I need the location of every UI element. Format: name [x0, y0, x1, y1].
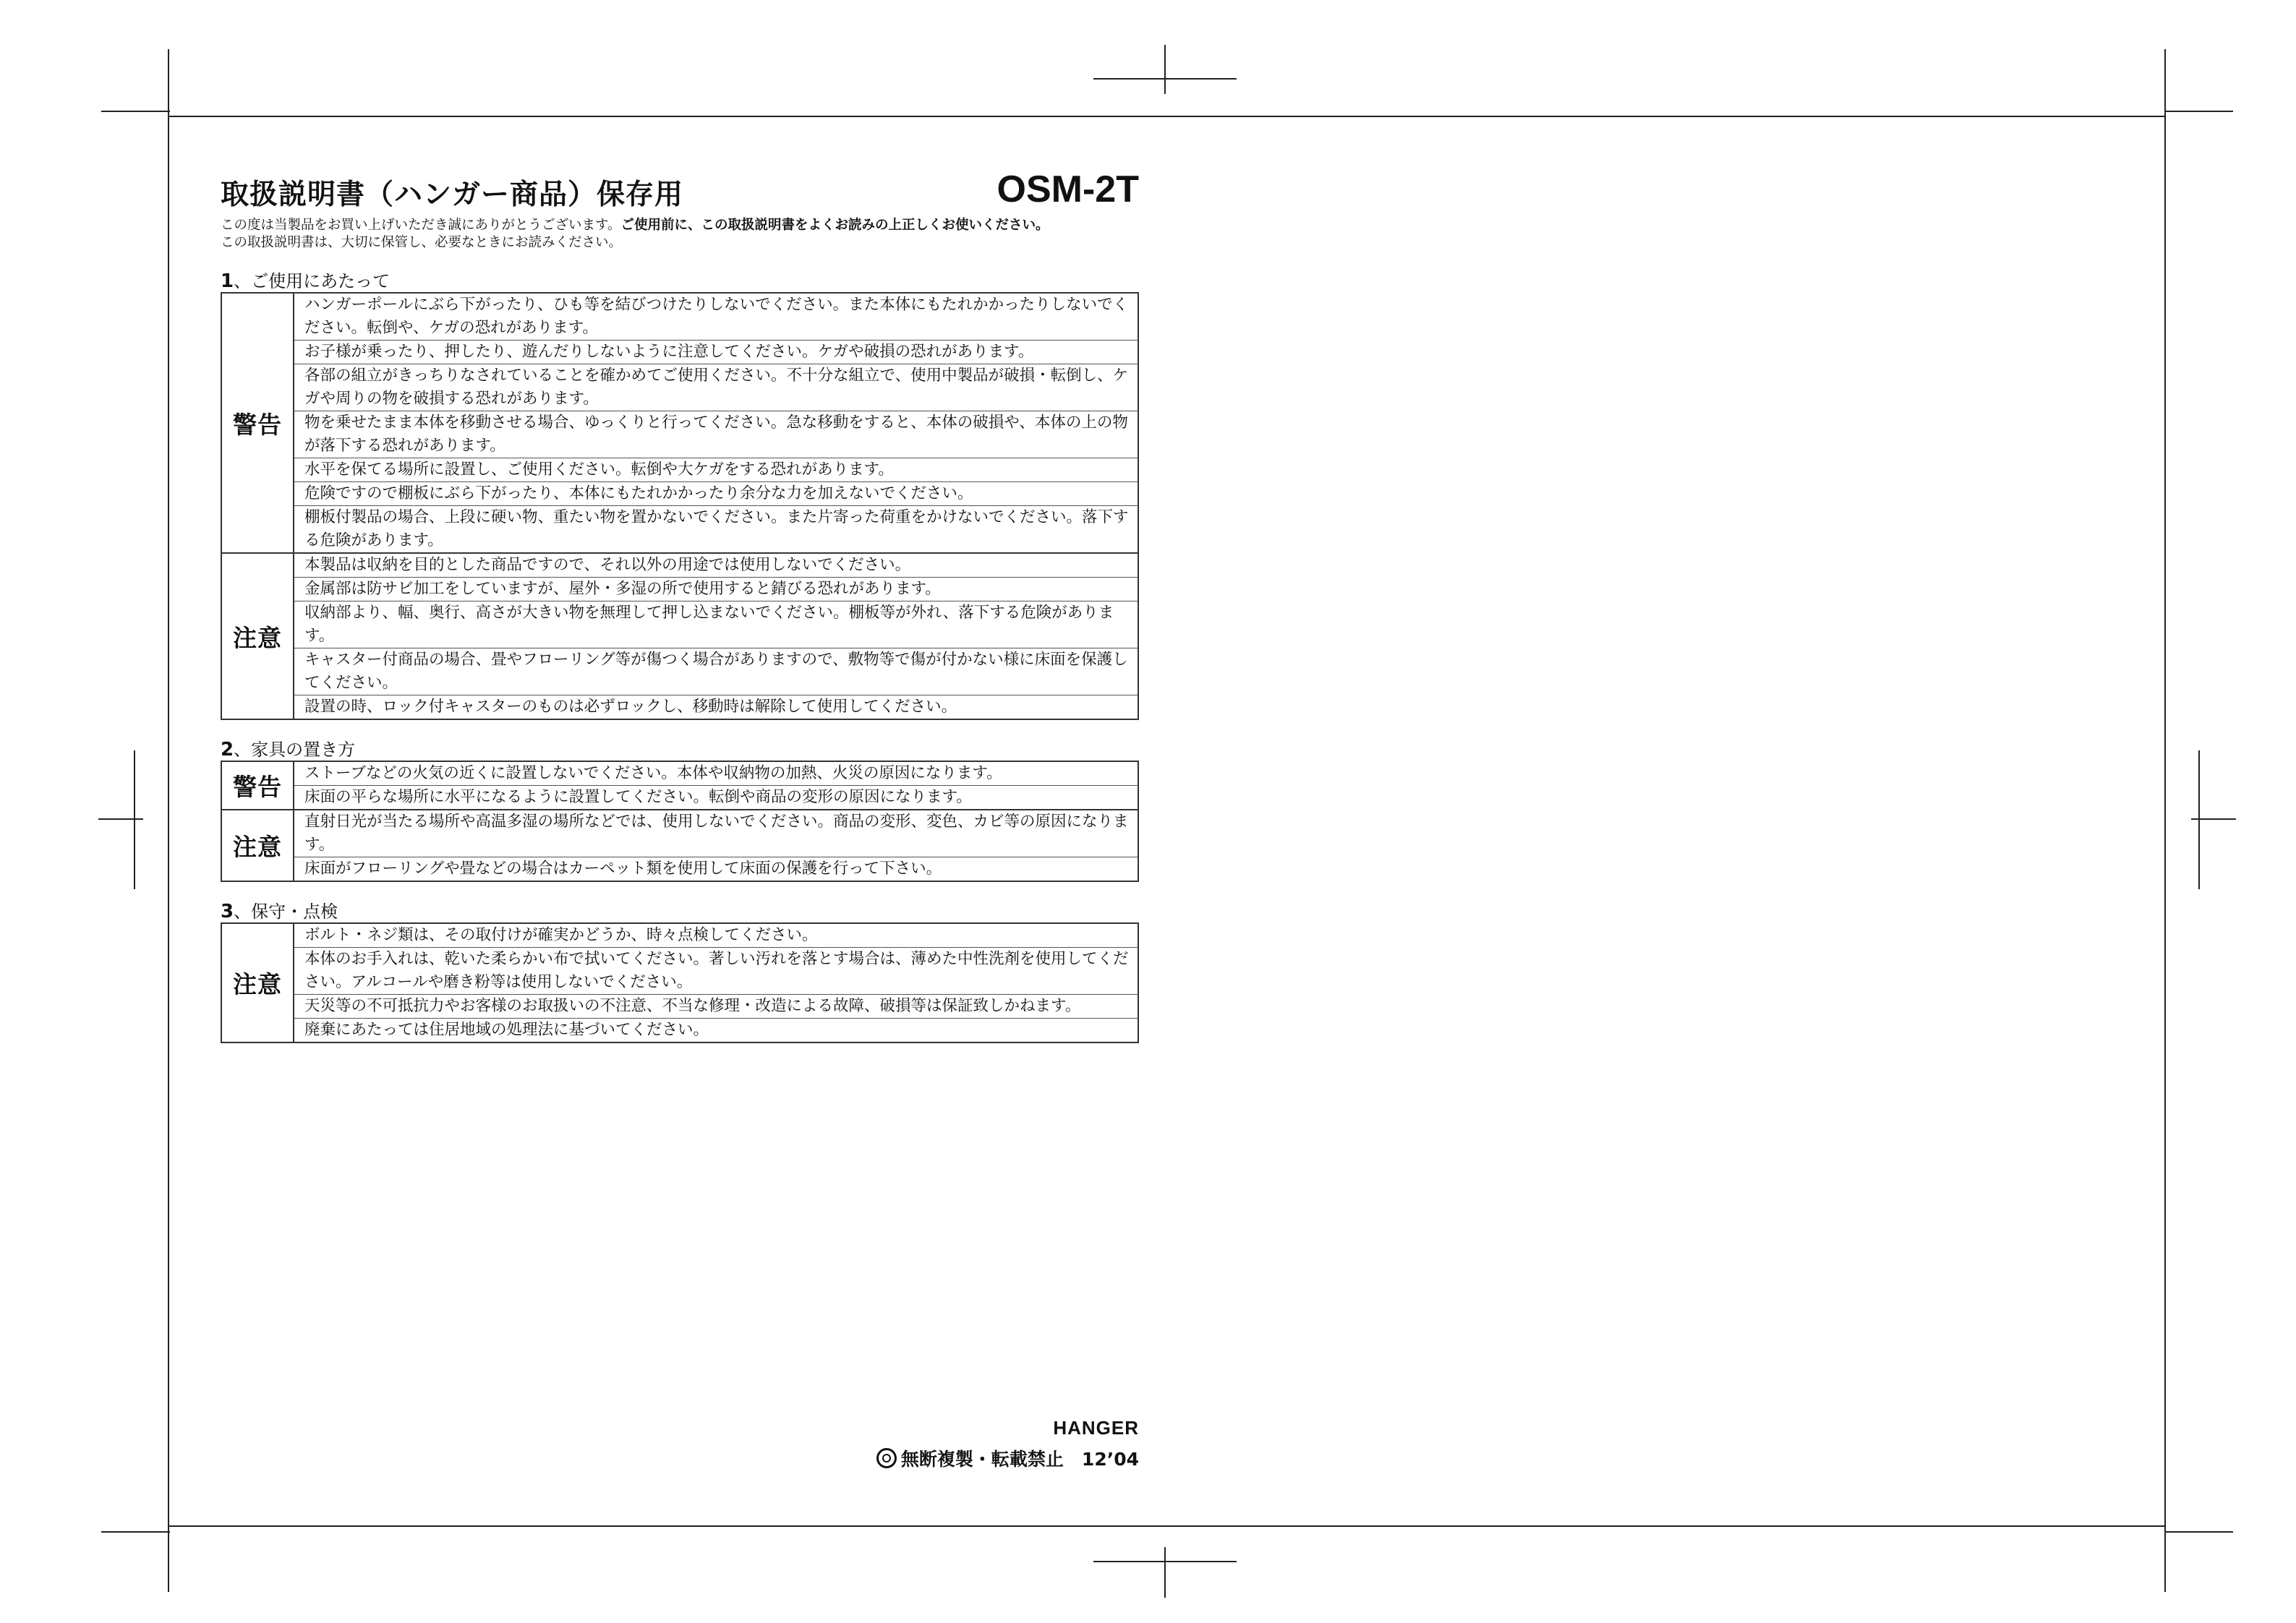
section-title-text: 、ご使用にあたって — [234, 271, 391, 291]
section-table — [221, 292, 1139, 720]
notice-row: 収納部より、幅、奥行、高さが大きい物を無理して押し込まないでください。棚板等が外れ、落下する危険があります。 — [294, 601, 1138, 648]
section-number: 3 — [221, 901, 234, 922]
notice-group — [222, 554, 1138, 720]
intro-line-1-plain: この度は当製品をお買い上げいただき誠にありがとうございます。 — [221, 218, 621, 233]
section-title — [221, 270, 1139, 292]
section-title — [221, 901, 1139, 922]
crop-mark — [1164, 1547, 1166, 1598]
crop-mark — [2164, 49, 2166, 116]
intro-text — [221, 217, 1139, 252]
header — [221, 166, 1139, 211]
section-table — [221, 922, 1139, 1043]
section-number: 1 — [221, 270, 234, 292]
intro-line-2: この取扱説明書は、大切に保管し、必要なときにお読みください。 — [221, 235, 623, 250]
copyright-notice — [876, 1445, 1139, 1471]
sections — [221, 270, 1139, 1043]
copyright-text: 無断複製・転載禁止 12’04 — [900, 1449, 1139, 1470]
notice-rows — [294, 554, 1138, 719]
section-title-text: 、保守・点検 — [234, 902, 338, 922]
instruction-manual — [221, 166, 1139, 1470]
notice-row: 水平を保てる場所に設置し、ご使用ください。転倒や大ケガをする恐れがあります。 — [294, 458, 1138, 481]
notice-row: 本体のお手入れは、乾いた柔らかい布で拭いてください。著しい汚れを落とす場合は、薄めた中性洗剤を使用してください。アルコールや磨き粉等は使用しないでください。 — [294, 947, 1138, 994]
notice-row: キャスター付商品の場合、畳やフローリング等が傷つく場合がありますので、敷物等で傷が付かない様に床面を保護してください。 — [294, 648, 1138, 695]
notice-rows — [294, 924, 1138, 1042]
intro-line-1 — [221, 217, 1139, 234]
notice-row: 各部の組立がきっちりなされていることを確かめてご使用ください。不十分な組立で、使用中製品が破損・転倒し、ケガや周りの物を破損する恐れがあります。 — [294, 364, 1138, 411]
notice-row: 棚板付製品の場合、上段に硬い物、重たい物を置かないでください。また片寄った荷重をかけないでください。落下する危険があります。 — [294, 505, 1138, 552]
notice-row: ボルト・ネジ類は、その取付けが確実かどうか、時々点検してください。 — [304, 926, 818, 944]
notice-group — [222, 810, 1138, 882]
notice-row: 物を乗せたまま本体を移動させる場合、ゆっくりと行ってください。急な移動をすると、本体の破損や、本体の上の物が落下する恐れがあります。 — [294, 411, 1138, 458]
notice-row: 天災等の不可抵抗力やお客様のお取扱いの不注意、不当な修理・改造による故障、破損等は保証致しかねます。 — [294, 994, 1138, 1018]
model-number: OSM-2T — [997, 168, 1139, 210]
notice-row: お子様が乗ったり、押したり、遊んだりしないように注意してください。ケガや破損の恐れがあります。 — [294, 340, 1138, 364]
crop-mark — [2164, 111, 2233, 112]
section-table — [221, 761, 1139, 882]
notice-rows — [294, 294, 1138, 552]
notice-row: ハンガーポールにぶら下がったり、ひも等を結びつけたりしないでください。また本体にもたれかかったりしないでください。転倒や、ケガの恐れがあります。 — [304, 296, 1129, 337]
section-title — [221, 739, 1139, 761]
notice-label: 警告 — [222, 294, 294, 552]
notice-rows — [294, 810, 1138, 881]
notice-group — [222, 762, 1138, 810]
footer — [876, 1417, 1139, 1471]
notice-row: 危険ですので棚板にぶら下がったり、本体にもたれかかったり余分な力を加えないでください。 — [294, 481, 1138, 505]
notice-row: 直射日光が当たる場所や高温多湿の場所などでは、使用しないでください。商品の変形、変色、カビ等の原因になります。 — [304, 813, 1129, 854]
notice-row: 金属部は防サビ加工をしていますが、屋外・多湿の所で使用すると錆びる恐れがあります。 — [294, 577, 1138, 601]
intro-line-1-bold: ご使用前に、この取扱説明書をよくお読みの上正しくお使いください。 — [620, 218, 1049, 233]
notice-row: 設置の時、ロック付キャスターのものは必ずロックし、移動時は解除して使用してください。 — [294, 695, 1138, 719]
crop-mark — [168, 49, 169, 116]
crop-mark — [2198, 750, 2200, 889]
page-title: 取扱説明書（ハンガー商品）保存用 — [221, 179, 684, 211]
notice-row: 廃棄にあたっては住居地域の処理法に基づいてください。 — [294, 1018, 1138, 1042]
crop-mark — [1164, 45, 1166, 94]
notice-group — [222, 294, 1138, 554]
notice-rows — [294, 762, 1138, 809]
notice-row: 床面の平らな場所に水平になるように設置してください。転倒や商品の変形の原因になります。 — [294, 785, 1138, 809]
notice-group — [222, 924, 1138, 1043]
notice-row: ストーブなどの火気の近くに設置しないでください。本体や収納物の加熱、火災の原因になります。 — [304, 764, 1002, 782]
footer-brand: HANGER — [1053, 1417, 1139, 1439]
copyright-circle-icon — [876, 1448, 897, 1468]
crop-mark — [168, 1527, 169, 1592]
crop-mark — [101, 111, 170, 112]
crop-mark — [2164, 1527, 2166, 1592]
notice-label: 注意 — [222, 554, 294, 719]
section-number: 2 — [221, 739, 234, 761]
crop-mark — [98, 818, 143, 820]
notice-label: 警告 — [222, 762, 294, 809]
notice-row: 床面がフローリングや畳などの場合はカーペット類を使用して床面の保護を行って下さい。 — [294, 857, 1138, 881]
notice-label: 注意 — [222, 810, 294, 881]
crop-mark — [101, 1531, 170, 1533]
section-title-text: 、家具の置き方 — [234, 740, 356, 760]
notice-row: 本製品は収納を目的とした商品ですので、それ以外の用途では使用しないでください。 — [304, 556, 911, 574]
crop-mark — [2164, 1531, 2233, 1533]
crop-mark — [134, 750, 135, 889]
notice-label: 注意 — [222, 924, 294, 1042]
